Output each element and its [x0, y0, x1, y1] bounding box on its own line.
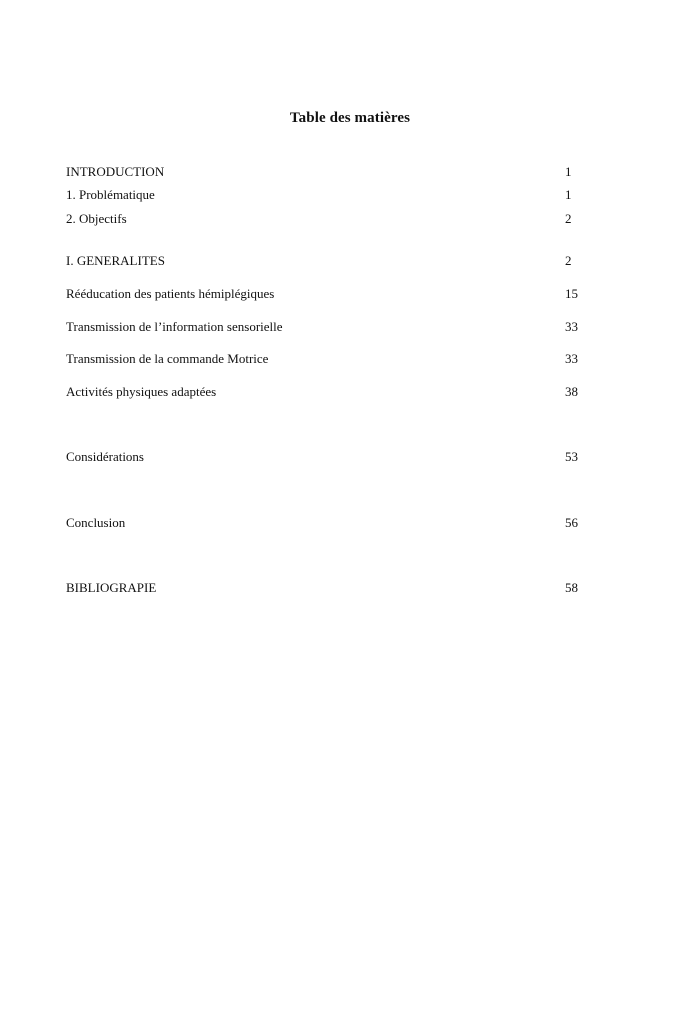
toc-entry-label: I. GENERALITES	[66, 253, 165, 268]
toc-entry-page-number: 2	[565, 211, 572, 226]
toc-entry-page-number: 1	[565, 187, 572, 202]
toc-entry-considerations	[66, 447, 586, 467]
toc-entry-label: Transmission de l’information sensorielle	[66, 319, 283, 334]
table-of-contents	[66, 0, 586, 1028]
toc-entry-label: 1. Problématique	[66, 187, 155, 202]
toc-entry-page-number: 58	[565, 580, 578, 595]
toc-entry-information-sensorielle	[66, 317, 586, 337]
toc-entry-label: INTRODUCTION	[66, 164, 165, 179]
toc-entry-page-number: 56	[565, 515, 578, 530]
toc-entry-label: BIBLIOGRAPIE	[66, 580, 157, 595]
toc-entry-page-number: 33	[565, 351, 578, 366]
toc-entry-activites-physiques	[66, 382, 586, 402]
toc-entry-bibliographie	[66, 578, 586, 598]
page-title: Table des matières	[289, 110, 411, 126]
toc-entry-commande-motrice	[66, 349, 586, 369]
toc-entry-objectifs	[66, 209, 586, 229]
toc-entry-page-number: 2	[565, 253, 572, 268]
toc-entry-label: Considérations	[66, 449, 144, 464]
toc-entry-label: 2. Objectifs	[66, 211, 127, 226]
toc-entry-page-number: 1	[565, 164, 572, 179]
toc-entry-problematique	[66, 185, 586, 205]
toc-entry-page-number: 38	[565, 384, 578, 399]
toc-entry-page-number: 15	[565, 286, 578, 301]
toc-entry-label: Activités physiques adaptées	[66, 384, 217, 399]
toc-entry-page-number: 53	[565, 449, 578, 464]
toc-entry-page-number: 33	[565, 319, 578, 334]
toc-entry-reeducation	[66, 284, 586, 304]
toc-entry-generalites	[66, 251, 586, 271]
toc-entry-label: Conclusion	[66, 515, 126, 530]
toc-entry-introduction	[66, 162, 586, 182]
toc-entry-conclusion	[66, 513, 586, 533]
toc-entry-label: Rééducation des patients hémiplégiques	[66, 286, 275, 301]
toc-entry-label: Transmission de la commande Motrice	[66, 351, 269, 366]
